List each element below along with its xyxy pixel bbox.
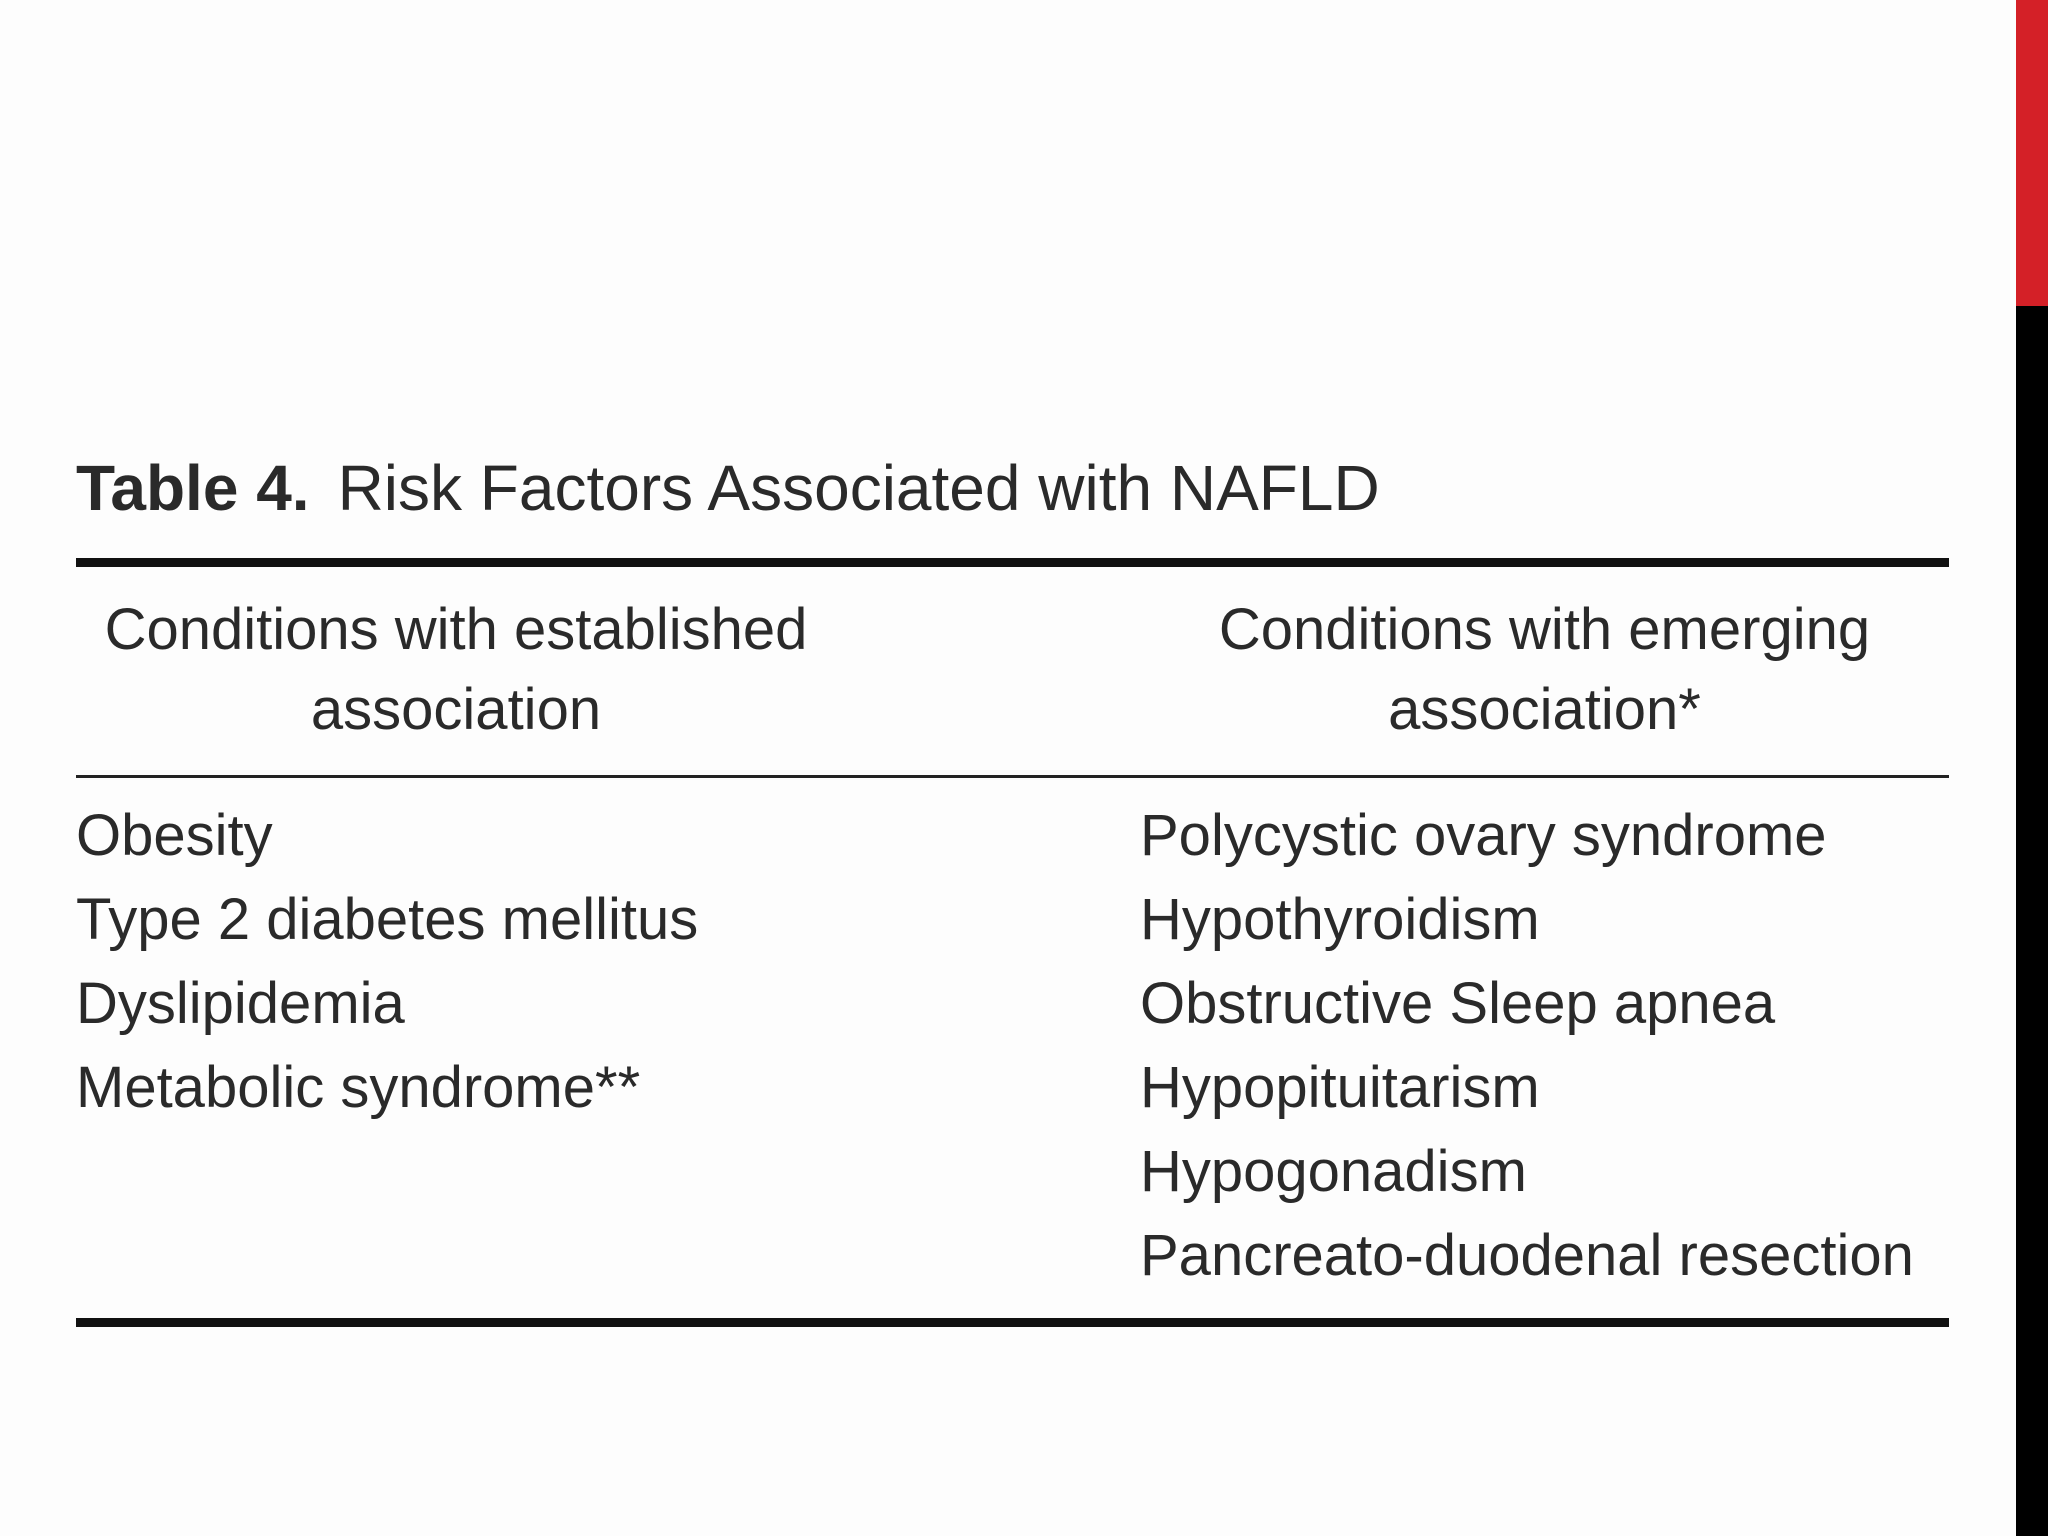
list-item: Obesity	[76, 803, 273, 868]
list-item: Dyslipidemia	[76, 971, 405, 1036]
header-established-line1: Conditions with established	[104, 597, 808, 662]
emerging-list	[1140, 794, 1914, 1298]
list-item: Type 2 diabetes mellitus	[76, 887, 699, 952]
list-item: Metabolic syndrome**	[76, 1055, 641, 1120]
top-rule	[76, 558, 1949, 567]
header-rule	[76, 775, 1949, 778]
list-item: Polycystic ovary syndrome	[1140, 803, 1827, 868]
list-item: Hypothyroidism	[1140, 887, 1540, 952]
table-caption: Risk Factors Associated with NAFLD	[337, 452, 1380, 524]
list-item: Obstructive Sleep apnea	[1140, 971, 1776, 1036]
header-emerging-line2: association*	[1388, 677, 1701, 742]
bottom-rule	[76, 1318, 1949, 1327]
table-number: Table 4.	[76, 452, 310, 524]
slide-accent-bar	[2016, 0, 2048, 306]
established-list	[76, 794, 698, 1130]
list-item: Hypopituitarism	[1140, 1055, 1540, 1120]
list-item: Pancreato-duodenal resection	[1140, 1223, 1914, 1288]
header-established-line2: association	[310, 677, 602, 742]
header-established	[76, 590, 836, 750]
header-emerging	[1140, 590, 1949, 750]
header-emerging-line1: Conditions with emerging	[1218, 597, 1871, 662]
list-item: Hypogonadism	[1140, 1139, 1527, 1204]
table-title	[76, 452, 1380, 524]
